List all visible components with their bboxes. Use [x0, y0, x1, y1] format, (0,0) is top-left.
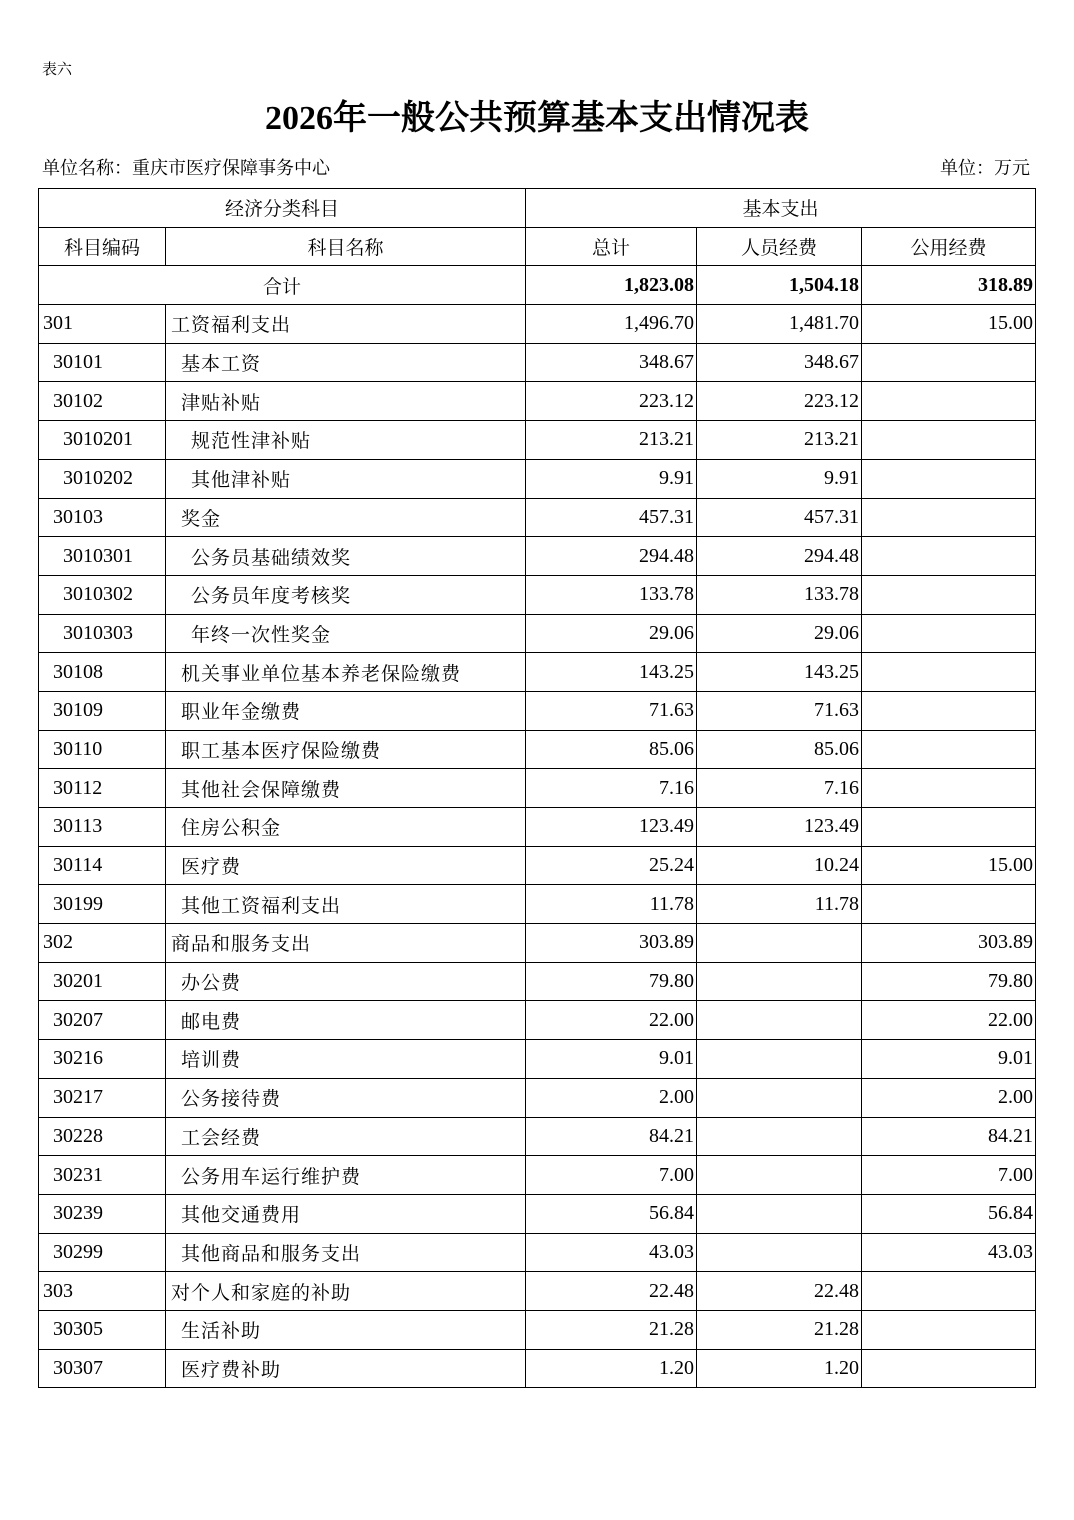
total-personnel: 1,504.18	[697, 266, 862, 305]
row-public	[862, 885, 1036, 924]
row-public: 56.84	[862, 1194, 1036, 1233]
row-total: 56.84	[526, 1194, 697, 1233]
table-row	[39, 769, 1036, 808]
row-name: 公务用车运行维护费	[166, 1156, 526, 1195]
row-personnel: 21.28	[697, 1310, 862, 1349]
row-public	[862, 459, 1036, 498]
row-total: 9.91	[526, 459, 697, 498]
row-total: 1.20	[526, 1349, 697, 1388]
row-code: 30109	[39, 691, 166, 730]
row-public	[862, 808, 1036, 847]
row-personnel	[697, 1194, 862, 1233]
row-name: 职业年金缴费	[166, 691, 526, 730]
total-row	[39, 266, 1036, 305]
row-code: 30201	[39, 962, 166, 1001]
row-public: 2.00	[862, 1078, 1036, 1117]
row-code: 30113	[39, 808, 166, 847]
row-name: 医疗费	[166, 846, 526, 885]
header-econ-class: 经济分类科目	[39, 189, 526, 228]
table-row	[39, 730, 1036, 769]
row-code: 30102	[39, 382, 166, 421]
row-total: 1,496.70	[526, 305, 697, 344]
table-row	[39, 537, 1036, 576]
row-code: 30103	[39, 498, 166, 537]
table-row	[39, 1001, 1036, 1040]
row-total: 84.21	[526, 1117, 697, 1156]
row-total: 143.25	[526, 653, 697, 692]
row-code: 30217	[39, 1078, 166, 1117]
table-row	[39, 614, 1036, 653]
table-row	[39, 305, 1036, 344]
row-code: 3010303	[39, 614, 166, 653]
row-total: 25.24	[526, 846, 697, 885]
table-row	[39, 382, 1036, 421]
table-row	[39, 962, 1036, 1001]
row-name: 其他津补贴	[166, 459, 526, 498]
row-code: 3010302	[39, 575, 166, 614]
row-public	[862, 498, 1036, 537]
row-name: 培训费	[166, 1040, 526, 1079]
row-personnel: 457.31	[697, 498, 862, 537]
row-public	[862, 575, 1036, 614]
row-code: 302	[39, 924, 166, 963]
row-name: 对个人和家庭的补助	[166, 1272, 526, 1311]
row-public: 15.00	[862, 846, 1036, 885]
row-name: 医疗费补助	[166, 1349, 526, 1388]
total-label: 合计	[39, 266, 526, 305]
header-row-1	[39, 189, 1036, 228]
row-name: 职工基本医疗保险缴费	[166, 730, 526, 769]
row-total: 133.78	[526, 575, 697, 614]
row-name: 奖金	[166, 498, 526, 537]
row-personnel: 29.06	[697, 614, 862, 653]
header-public: 公用经费	[862, 227, 1036, 266]
row-code: 301	[39, 305, 166, 344]
row-personnel	[697, 962, 862, 1001]
header-row-2	[39, 227, 1036, 266]
row-code: 30299	[39, 1233, 166, 1272]
row-name: 其他社会保障缴费	[166, 769, 526, 808]
table-row	[39, 885, 1036, 924]
row-name: 规范性津补贴	[166, 421, 526, 460]
row-code: 30239	[39, 1194, 166, 1233]
row-name: 公务员基础绩效奖	[166, 537, 526, 576]
row-public	[862, 382, 1036, 421]
row-public: 43.03	[862, 1233, 1036, 1272]
row-personnel: 1.20	[697, 1349, 862, 1388]
header-basic-expenditure: 基本支出	[526, 189, 1036, 228]
row-code: 3010201	[39, 421, 166, 460]
row-code: 30114	[39, 846, 166, 885]
row-code: 303	[39, 1272, 166, 1311]
header-personnel: 人员经费	[697, 227, 862, 266]
row-personnel: 10.24	[697, 846, 862, 885]
row-public: 22.00	[862, 1001, 1036, 1040]
row-public: 84.21	[862, 1117, 1036, 1156]
table-row	[39, 846, 1036, 885]
row-public: 7.00	[862, 1156, 1036, 1195]
header-code: 科目编码	[39, 227, 166, 266]
table-row	[39, 421, 1036, 460]
table-row	[39, 498, 1036, 537]
row-personnel: 71.63	[697, 691, 862, 730]
row-name: 住房公积金	[166, 808, 526, 847]
row-name: 机关事业单位基本养老保险缴费	[166, 653, 526, 692]
row-total: 22.48	[526, 1272, 697, 1311]
table-row	[39, 653, 1036, 692]
row-public	[862, 1310, 1036, 1349]
row-personnel	[697, 1001, 862, 1040]
row-total: 294.48	[526, 537, 697, 576]
row-code: 30231	[39, 1156, 166, 1195]
row-personnel	[697, 1078, 862, 1117]
row-total: 457.31	[526, 498, 697, 537]
row-name: 公务员年度考核奖	[166, 575, 526, 614]
row-personnel: 133.78	[697, 575, 862, 614]
row-name: 工会经费	[166, 1117, 526, 1156]
row-total: 11.78	[526, 885, 697, 924]
row-personnel: 123.49	[697, 808, 862, 847]
table-number: 表六	[42, 60, 73, 78]
row-public	[862, 537, 1036, 576]
row-personnel: 213.21	[697, 421, 862, 460]
row-public	[862, 1349, 1036, 1388]
row-personnel: 294.48	[697, 537, 862, 576]
row-public	[862, 1272, 1036, 1311]
row-name: 办公费	[166, 962, 526, 1001]
row-name: 年终一次性奖金	[166, 614, 526, 653]
table-row	[39, 1040, 1036, 1079]
table-row	[39, 1156, 1036, 1195]
total-public: 318.89	[862, 266, 1036, 305]
row-personnel	[697, 1040, 862, 1079]
row-total: 71.63	[526, 691, 697, 730]
table-row	[39, 459, 1036, 498]
row-name: 其他工资福利支出	[166, 885, 526, 924]
row-personnel	[697, 924, 862, 963]
row-public: 303.89	[862, 924, 1036, 963]
table-row	[39, 343, 1036, 382]
row-personnel	[697, 1117, 862, 1156]
row-total: 213.21	[526, 421, 697, 460]
row-code: 3010202	[39, 459, 166, 498]
row-personnel: 11.78	[697, 885, 862, 924]
row-public: 15.00	[862, 305, 1036, 344]
row-name: 其他商品和服务支出	[166, 1233, 526, 1272]
row-total: 303.89	[526, 924, 697, 963]
table-row	[39, 924, 1036, 963]
row-personnel: 22.48	[697, 1272, 862, 1311]
row-total: 79.80	[526, 962, 697, 1001]
row-code: 30307	[39, 1349, 166, 1388]
row-code: 30110	[39, 730, 166, 769]
row-code: 30228	[39, 1117, 166, 1156]
row-total: 22.00	[526, 1001, 697, 1040]
row-name: 商品和服务支出	[166, 924, 526, 963]
table-row	[39, 1194, 1036, 1233]
header-name: 科目名称	[166, 227, 526, 266]
row-total: 9.01	[526, 1040, 697, 1079]
row-personnel: 1,481.70	[697, 305, 862, 344]
row-public	[862, 343, 1036, 382]
row-personnel: 348.67	[697, 343, 862, 382]
row-code: 30207	[39, 1001, 166, 1040]
row-total: 85.06	[526, 730, 697, 769]
unit-name: 单位名称：重庆市医疗保障事务中心	[42, 158, 330, 179]
row-code: 30101	[39, 343, 166, 382]
row-public: 79.80	[862, 962, 1036, 1001]
row-public	[862, 653, 1036, 692]
row-total: 7.00	[526, 1156, 697, 1195]
row-total: 21.28	[526, 1310, 697, 1349]
row-total: 29.06	[526, 614, 697, 653]
table-row	[39, 1233, 1036, 1272]
row-name: 其他交通费用	[166, 1194, 526, 1233]
row-total: 7.16	[526, 769, 697, 808]
row-name: 津贴补贴	[166, 382, 526, 421]
table-row	[39, 1117, 1036, 1156]
row-code: 30305	[39, 1310, 166, 1349]
row-personnel: 9.91	[697, 459, 862, 498]
header-total: 总计	[526, 227, 697, 266]
row-personnel: 85.06	[697, 730, 862, 769]
row-code: 30108	[39, 653, 166, 692]
row-name: 公务接待费	[166, 1078, 526, 1117]
row-code: 30216	[39, 1040, 166, 1079]
row-name: 邮电费	[166, 1001, 526, 1040]
table-row	[39, 1310, 1036, 1349]
row-name: 生活补助	[166, 1310, 526, 1349]
table-row	[39, 575, 1036, 614]
unit-label: 单位：万元	[940, 158, 1030, 179]
row-public	[862, 691, 1036, 730]
row-personnel	[697, 1156, 862, 1195]
row-total: 43.03	[526, 1233, 697, 1272]
row-public	[862, 421, 1036, 460]
row-personnel	[697, 1233, 862, 1272]
row-code: 30199	[39, 885, 166, 924]
table-row	[39, 1349, 1036, 1388]
table-row	[39, 1078, 1036, 1117]
budget-table	[38, 188, 1036, 1388]
row-public	[862, 769, 1036, 808]
row-total: 348.67	[526, 343, 697, 382]
total-total: 1,823.08	[526, 266, 697, 305]
page-title: 2026年一般公共预算基本支出情况表	[265, 100, 809, 137]
row-code: 30112	[39, 769, 166, 808]
row-public	[862, 614, 1036, 653]
table-row	[39, 808, 1036, 847]
row-total: 2.00	[526, 1078, 697, 1117]
table-row	[39, 691, 1036, 730]
row-public	[862, 730, 1036, 769]
row-personnel: 223.12	[697, 382, 862, 421]
row-name: 基本工资	[166, 343, 526, 382]
row-code: 3010301	[39, 537, 166, 576]
row-name: 工资福利支出	[166, 305, 526, 344]
row-personnel: 7.16	[697, 769, 862, 808]
row-total: 223.12	[526, 382, 697, 421]
row-total: 123.49	[526, 808, 697, 847]
table-row	[39, 1272, 1036, 1311]
row-public: 9.01	[862, 1040, 1036, 1079]
row-personnel: 143.25	[697, 653, 862, 692]
